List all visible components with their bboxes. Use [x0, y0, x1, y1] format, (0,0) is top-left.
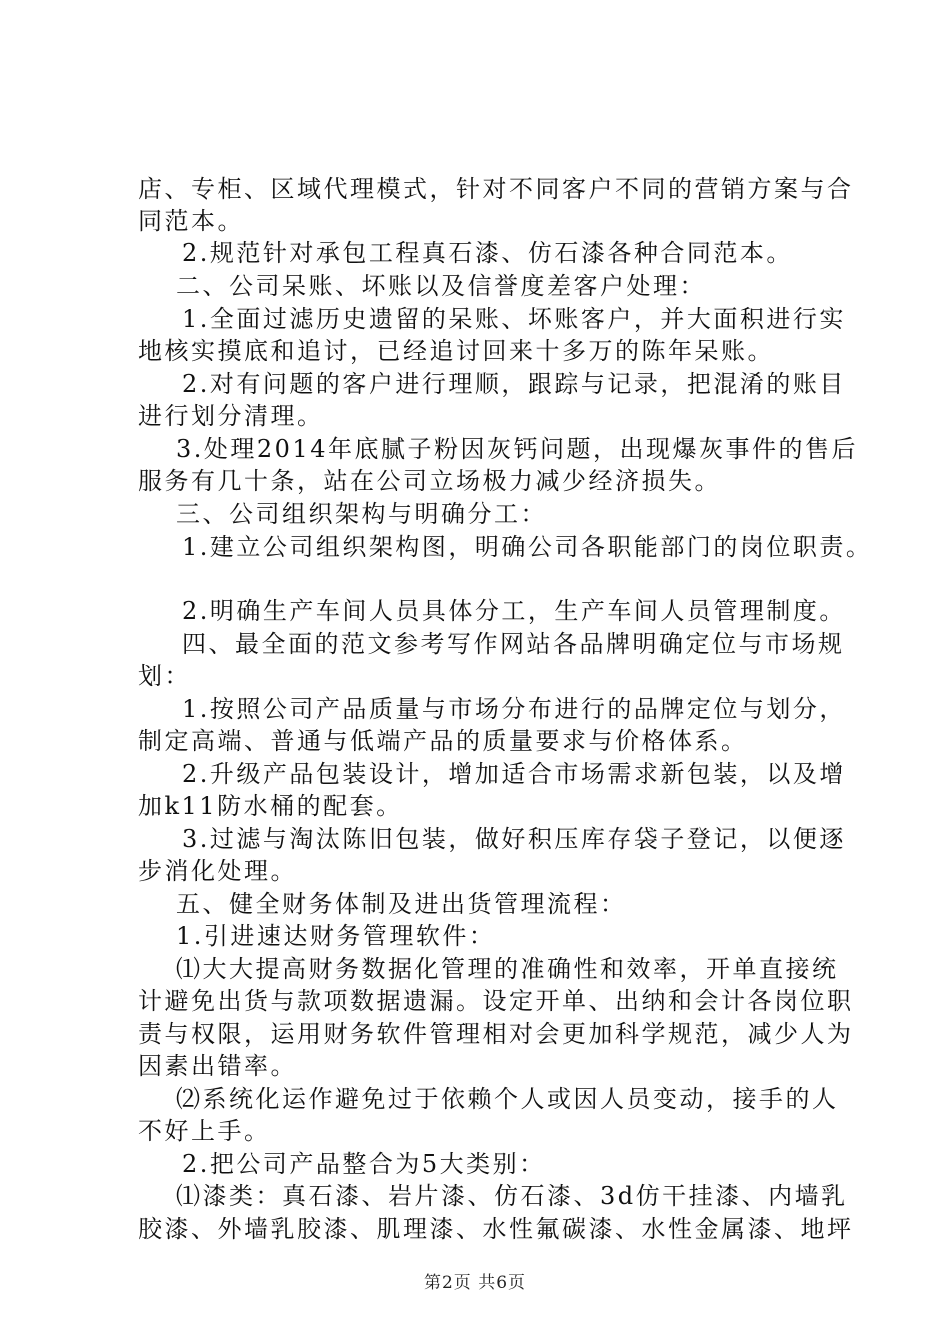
text-line: 1.引进速达财务管理软件：	[176, 922, 496, 950]
text-line: 地核实摸底和追讨，已经追讨回来十多万的陈年呆账。	[138, 337, 774, 365]
text-line: 1.按照公司产品质量与市场分布进行的品牌定位与划分，	[182, 695, 846, 723]
text-line: 制定高端、普通与低端产品的质量要求与价格体系。	[138, 727, 748, 755]
text-line: 3.处理2014年底腻子粉因灰钙问题，出现爆灰事件的售后	[176, 435, 858, 463]
section-heading: 二、公司呆账、坏账以及信誉度差客户处理：	[176, 272, 706, 300]
text-line: 加k11防水桶的配套。	[138, 792, 403, 820]
text-line: 计避免出货与款项数据遗漏。设定开单、出纳和会计各岗位职	[138, 987, 854, 1015]
text-line: 服务有几十条，站在公司立场极力减少经济损失。	[138, 467, 721, 495]
text-line: 不好上手。	[138, 1117, 271, 1145]
text-line: 步消化处理。	[138, 857, 297, 885]
text-line: ⑴漆类：真石漆、岩片漆、仿石漆、3d仿干挂漆、内墙乳	[176, 1182, 848, 1210]
text-line: 进行划分清理。	[138, 402, 324, 430]
text-line: 店、专柜、区域代理模式，针对不同客户不同的营销方案与合	[138, 175, 854, 203]
page-footer: 第2页 共6页	[423, 1273, 527, 1293]
text-line: 因素出错率。	[138, 1052, 297, 1080]
text-line: 2.明确生产车间人员具体分工，生产车间人员管理制度。	[182, 597, 846, 625]
text-line: 划：	[138, 662, 191, 690]
text-line: 3.过滤与淘汰陈旧包装，做好积压库存袋子登记，以便逐	[182, 825, 846, 853]
text-line: 2.对有问题的客户进行理顺，跟踪与记录，把混淆的账目	[182, 370, 846, 398]
section-heading: 五、健全财务体制及进出货管理流程：	[176, 890, 627, 918]
text-line: ⑴大大提高财务数据化管理的准确性和效率，开单直接统	[176, 955, 839, 983]
section-heading: 三、公司组织架构与明确分工：	[176, 500, 547, 528]
text-line: 2.升级产品包装设计，增加适合市场需求新包装，以及增	[182, 760, 846, 788]
text-line: 1.建立公司组织架构图，明确公司各职能部门的岗位职责。	[182, 533, 873, 561]
section-heading: 四、最全面的范文参考写作网站各品牌明确定位与市场规	[182, 630, 845, 658]
text-line: ⑵系统化运作避免过于依赖个人或因人员变动，接手的人	[176, 1085, 839, 1113]
text-line: 同范本。	[138, 207, 244, 235]
text-line: 2.把公司产品整合为5大类别：	[182, 1150, 546, 1178]
text-line: 1.全面过滤历史遗留的呆账、坏账客户，并大面积进行实	[182, 305, 846, 333]
text-line: 胶漆、外墙乳胶漆、肌理漆、水性氟碳漆、水性金属漆、地坪	[138, 1215, 854, 1243]
text-line: 责与权限，运用财务软件管理相对会更加科学规范，减少人为	[138, 1020, 854, 1048]
text-line: 2.规范针对承包工程真石漆、仿石漆各种合同范本。	[182, 239, 793, 267]
